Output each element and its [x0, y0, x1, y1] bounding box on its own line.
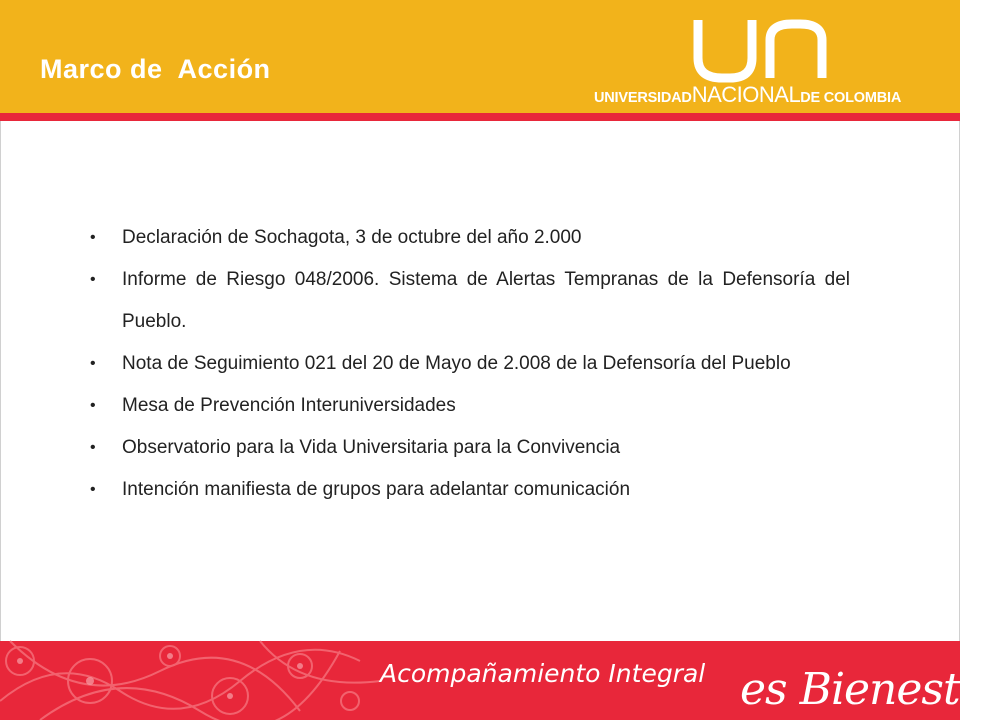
bullet-glyph: •: [90, 355, 96, 372]
bullet-list: [88, 217, 850, 511]
bullet-glyph: •: [90, 439, 96, 456]
footer-tagline: Acompañamiento Integral: [380, 659, 706, 688]
list-item: [88, 217, 850, 259]
bullet-glyph: •: [90, 229, 96, 246]
bullet-glyph: •: [90, 481, 96, 498]
list-item-text: Informe de Riesgo 048/2006. Sistema de Alertas Tempranas de la Defensoría del Pueblo.: [122, 269, 850, 332]
list-item: [88, 469, 850, 511]
bullet-glyph: •: [90, 271, 96, 288]
list-item-text: Nota de Seguimiento 021 del 20 de Mayo de 2.008 de la Defensoría del Pueblo: [122, 353, 791, 374]
footer-brand-logo: es Bienestar: [740, 664, 1005, 715]
footer-banner: [0, 641, 1005, 720]
list-item: [88, 343, 850, 385]
un-logo-mark: [692, 16, 832, 82]
list-item: [88, 385, 850, 427]
list-item-text: Observatorio para la Vida Universitaria para la Convivencia: [122, 437, 621, 458]
slide-title: Marco de Acción: [40, 54, 271, 84]
header-divider: [0, 113, 960, 121]
list-item-text: Declaración de Sochagota, 3 de octubre del año 2.000: [122, 227, 582, 248]
list-item-text: Mesa de Prevención Interuniversidades: [122, 395, 456, 416]
list-item: [88, 259, 850, 343]
bullet-glyph: •: [90, 397, 96, 414]
list-item: [88, 427, 850, 469]
list-item-text: Intención manifiesta de grupos para adelantar comunicación: [122, 479, 631, 500]
university-logo: [590, 14, 935, 106]
logo-wordmark: UNIVERSIDADNACIONALDE COLOMBIA: [594, 82, 902, 107]
